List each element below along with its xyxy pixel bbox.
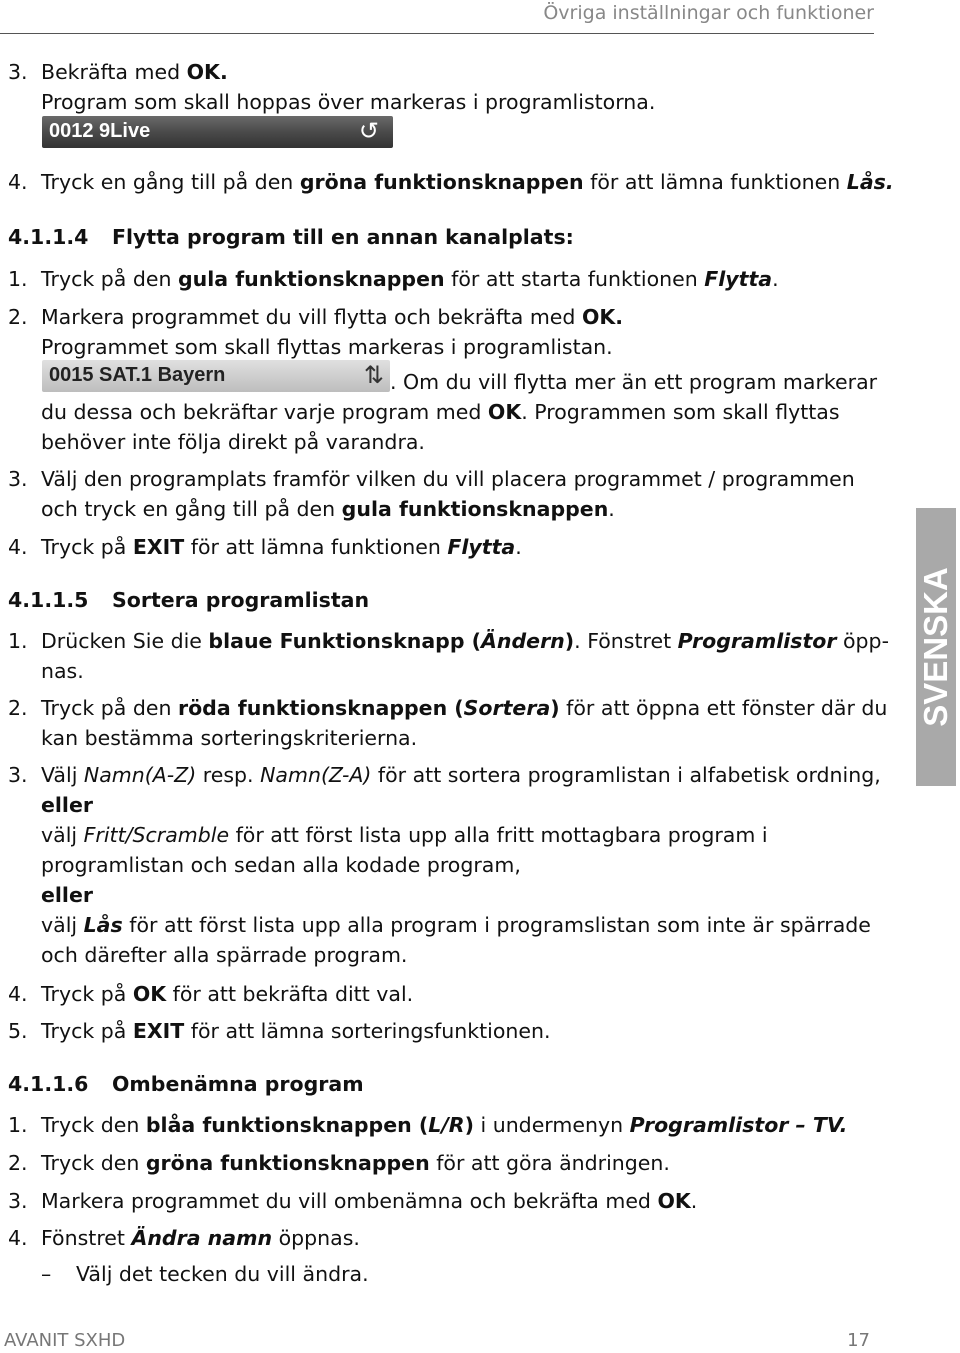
step-text: och därefter alla spärrade program. — [41, 943, 408, 967]
step-text: Välj det tecken du vill ändra. — [76, 1262, 369, 1286]
step-number: 4. — [8, 982, 28, 1006]
move-arrows-icon: ⇅ — [363, 361, 384, 389]
language-tab-label: SVENSKA — [917, 567, 954, 727]
step-text: Tryck på den gula funktionsknappen för att starta funktionen Flytta. — [41, 267, 779, 291]
step-text: Fönstret Ändra namn öppnas. — [41, 1226, 360, 1250]
step-number: 1. — [8, 629, 28, 653]
step-text: Markera programmet du vill ombenämna och bekräfta med OK. — [41, 1189, 698, 1213]
step-text: behöver inte följa direkt på varandra. — [41, 430, 425, 454]
footer-brand: AVANIT SXHD — [4, 1330, 126, 1351]
step-text: och tryck en gång till på den gula funktionsknappen. — [41, 497, 615, 521]
section-title: Sortera programlistan — [112, 588, 370, 612]
step-text: Markera programmet du vill flytta och bekräfta med OK. — [41, 305, 624, 329]
step-number: 5. — [8, 1019, 28, 1043]
step-text: nas. — [41, 659, 84, 683]
section-number: 4.1.1.4 — [8, 225, 89, 249]
step-text: Tryck på EXIT för att lämna funktionen Flytta. — [41, 535, 522, 559]
step-text: Bekräfta med OK. — [41, 60, 228, 84]
step-text: Programmet som skall flyttas markeras i programlistan. — [41, 335, 613, 359]
running-header: Övriga inställningar och funktioner — [543, 2, 874, 24]
step-number: 3. — [8, 60, 28, 84]
channel-screenshot — [42, 116, 393, 148]
step-text: Tryck på EXIT för att lämna sorteringsfunktionen. — [41, 1019, 551, 1043]
step-text: eller — [41, 883, 93, 907]
step-text: Tryck en gång till på den gröna funktionsknappen för att lämna funktionen Lås. — [41, 170, 894, 194]
step-text: Tryck på OK för att bekräfta ditt val. — [41, 982, 414, 1006]
step-number: 1. — [8, 1113, 28, 1137]
step-number: 2. — [8, 1151, 28, 1175]
step-number: 1. — [8, 267, 28, 291]
bullet-dash: – — [41, 1262, 52, 1286]
step-number: 4. — [8, 1226, 28, 1250]
channel-label: 0012 9Live — [49, 120, 151, 142]
step-text: eller — [41, 793, 93, 817]
step-text: välj Lås för att först lista upp alla program i programslistan som inte är spärrade — [41, 913, 871, 937]
step-number: 3. — [8, 763, 28, 787]
step-text: Tryck den blåa funktionsknappen (L/R) i undermenyn Programlistor – TV. — [41, 1113, 848, 1137]
header-rule — [0, 33, 874, 34]
step-number: 4. — [8, 535, 28, 559]
step-text: Program som skall hoppas över markeras i programlistorna. — [41, 90, 656, 114]
language-tab — [916, 508, 956, 786]
page-number: 17 — [847, 1330, 870, 1351]
step-number: 4. — [8, 170, 28, 194]
section-title: Ombenämna program — [112, 1072, 364, 1096]
step-text: kan bestämma sorteringskriterierna. — [41, 726, 418, 750]
step-text: Välj den programplats framför vilken du vill placera programmet / programmen — [41, 467, 855, 491]
step-text: välj Fritt/Scramble för att först lista upp alla fritt mottagbara program i — [41, 823, 768, 847]
step-text: du dessa och bekräftar varje program med OK. Programmen som skall flyttas — [41, 400, 840, 424]
step-text: Drücken Sie die blaue Funktionsknapp (Ändern). Fönstret Programlistor öpp- — [41, 629, 889, 653]
section-number: 4.1.1.5 — [8, 588, 89, 612]
channel-screenshot — [42, 360, 390, 392]
step-number: 3. — [8, 467, 28, 491]
step-text: Tryck på den röda funktionsknappen (Sortera) för att öppna ett fönster där du — [41, 696, 888, 720]
step-number: 3. — [8, 1189, 28, 1213]
step-text: Välj Namn(A-Z) resp. Namn(Z-A) för att sortera programlistan i alfabetisk ordning, — [41, 763, 881, 787]
step-text: . Om du vill flytta mer än ett program markerar — [390, 370, 878, 394]
step-number: 2. — [8, 305, 28, 329]
section-number: 4.1.1.6 — [8, 1072, 89, 1096]
skip-arrow-icon: ↺ — [358, 117, 379, 145]
channel-label: 0015 SAT.1 Bayern — [49, 364, 226, 386]
step-number: 2. — [8, 696, 28, 720]
step-text: programlistan och sedan alla kodade program, — [41, 853, 521, 877]
section-title: Flytta program till en annan kanalplats: — [112, 225, 574, 249]
step-text: Tryck den gröna funktionsknappen för att göra ändringen. — [41, 1151, 670, 1175]
